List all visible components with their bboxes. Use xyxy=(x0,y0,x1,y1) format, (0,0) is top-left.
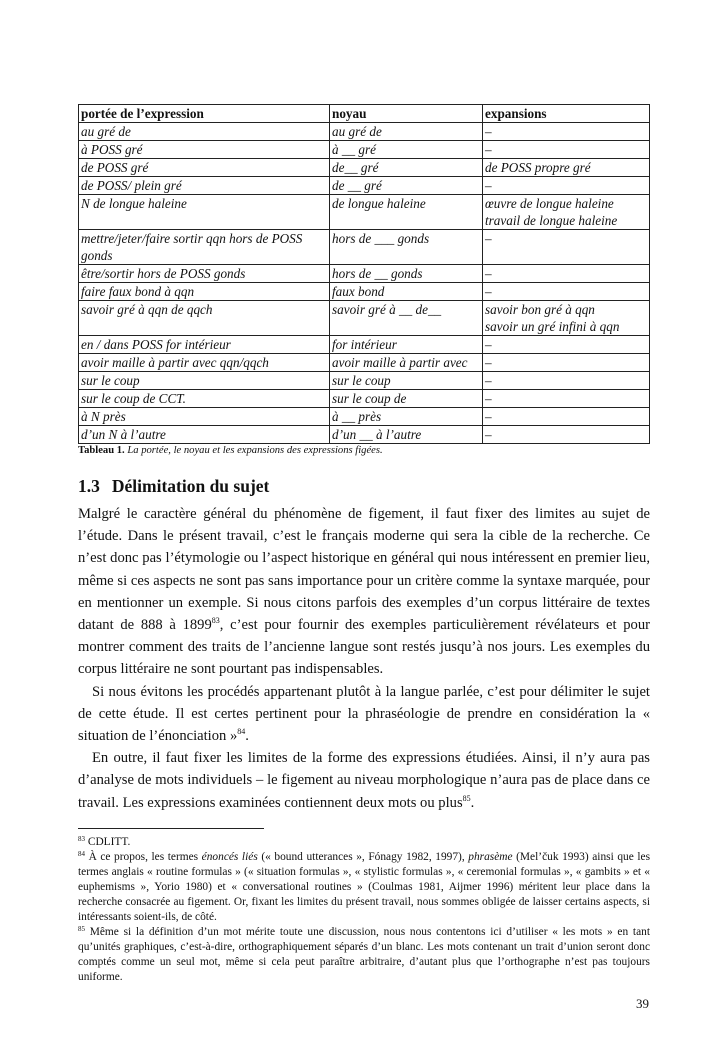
paragraph xyxy=(78,747,650,814)
footnote-term: énoncés liés xyxy=(201,850,258,863)
table-header-row xyxy=(79,105,650,123)
paragraph xyxy=(78,681,650,748)
table-cell: hors de ___ gonds xyxy=(330,230,483,265)
column-header: noyau xyxy=(330,105,483,123)
table-cell: à __ gré xyxy=(330,141,483,159)
paragraph-text: , c’est pour fournir des exemples particulièrement révélateurs et pour montrer comment des traits de l’ancienne langue sont restés jusqu’à nos jours. Les exemples du corpus littéraire ne sont pourtant pas indispensables. xyxy=(78,617,650,678)
table-body xyxy=(79,123,650,444)
table-cell: – xyxy=(483,265,650,283)
body-text xyxy=(78,503,650,814)
table-cell: d’un N à l’autre xyxy=(79,426,330,444)
table-cell: sur le coup xyxy=(79,372,330,390)
table-cell: sur le coup xyxy=(330,372,483,390)
footnote-ref[interactable]: 83 xyxy=(211,616,220,626)
footnotes xyxy=(78,835,650,985)
table-row xyxy=(79,426,650,444)
section-heading xyxy=(78,476,650,497)
table-row xyxy=(79,177,650,195)
section-title: Délimitation du sujet xyxy=(111,476,270,496)
caption-label: Tableau 1. xyxy=(78,445,125,456)
table-cell: de__ gré xyxy=(330,159,483,177)
paragraph xyxy=(78,503,650,681)
paragraph-text: Malgré le caractère général du phénomène de figement, il faut fixer des limites au sujet de l’étude. Dans le présent travail, c’est le français moderne qui sera la cible de la recherche. Ce n’est donc pas l’étymologie ou l’aspect historique en général qui nous intéressent en premier lieu, même si ces aspects ne sont pas sans importance pour un critère comme la syntaxe marquée, pour en mentionner un exemple. Si nous citons parfois des exemples d’un corpus littéraire de textes datant de 888 à 1899 xyxy=(78,506,650,634)
table-cell: être/sortir hors de POSS gonds xyxy=(79,265,330,283)
table-cell: – xyxy=(483,283,650,301)
table-cell: de longue haleine xyxy=(330,195,483,230)
paragraph-text: . xyxy=(470,794,475,811)
table-cell: de POSS propre gré xyxy=(483,159,650,177)
footnote-84 xyxy=(78,850,650,925)
table-cell: à N près xyxy=(79,408,330,426)
section-number: 1.3 xyxy=(78,476,100,496)
table-cell: en / dans POSS for intérieur xyxy=(79,336,330,354)
table-cell: d’un __ à l’autre xyxy=(330,426,483,444)
table-cell: de POSS/ plein gré xyxy=(79,177,330,195)
footnote-text: (Mel’čuk 1993) ainsi que les termes anglais « routine formulas » (« situation formulas », « stylistic formulas », « ceremonial formulas », « gambits » et « euphemisms », Yorio 1980) et « conversational routines » (Coulmas 1981, Aijmer 1996) méritent leur place dans la recherche consacrée au figement. Or, fixant les limites du présent travail, nous sommes obligée de laisser certains aspects, si intéressants soient-ils, de côté. xyxy=(78,850,651,923)
table-cell: – xyxy=(483,123,650,141)
table-cell: œuvre de longue haleine travail de longue haleine xyxy=(483,195,650,230)
table-cell: savoir bon gré à qqn savoir un gré infini à qqn xyxy=(483,301,650,336)
table-cell: – xyxy=(483,354,650,372)
table-row xyxy=(79,301,650,336)
table-row xyxy=(79,372,650,390)
table-caption xyxy=(78,445,650,456)
table-cell: avoir maille à partir avec xyxy=(330,354,483,372)
table-row xyxy=(79,123,650,141)
table-row xyxy=(79,408,650,426)
table-cell: avoir maille à partir avec qqn/qqch xyxy=(79,354,330,372)
footnote-text: (« bound utterances », Fónagy 1982, 1997), xyxy=(257,850,469,863)
table-row xyxy=(79,390,650,408)
paragraph-text: . xyxy=(245,728,249,745)
table-cell: – xyxy=(483,408,650,426)
footnote-ref[interactable]: 85 xyxy=(462,793,471,803)
table-cell: au gré de xyxy=(79,123,330,141)
table-cell: mettre/jeter/faire sortir qqn hors de POSS gonds xyxy=(79,230,330,265)
footnote-number: 84 xyxy=(78,849,85,858)
footnote-term: phrasème xyxy=(468,850,513,863)
table-cell: – xyxy=(483,426,650,444)
table-cell: – xyxy=(483,177,650,195)
table-cell: sur le coup de xyxy=(330,390,483,408)
footnote-ref[interactable]: 84 xyxy=(237,727,246,737)
caption-text: La portée, le noyau et les expansions des expressions figées. xyxy=(124,445,383,456)
paragraph-text: Si nous évitons les procédés appartenant plutôt à la langue parlée, c’est pour délimiter le sujet de cette étude. Il est certes pertinent pour la phraséologie de prendre en considération la « situation de l’énonciation » xyxy=(78,683,650,745)
table-cell: N de longue haleine xyxy=(79,195,330,230)
table-cell: à __ près xyxy=(330,408,483,426)
table-cell: for intérieur xyxy=(330,336,483,354)
page-content xyxy=(78,104,650,985)
table-cell: à POSS gré xyxy=(79,141,330,159)
table-row xyxy=(79,195,650,230)
table-cell: savoir gré à __ de__ xyxy=(330,301,483,336)
column-header: portée de l’expression xyxy=(79,105,330,123)
table-cell: – xyxy=(483,390,650,408)
footnote-text: CDLITT. xyxy=(85,835,131,848)
table-row xyxy=(79,265,650,283)
table-row xyxy=(79,283,650,301)
footnote-text: À ce propos, les termes xyxy=(85,850,202,863)
footnote-number: 83 xyxy=(78,834,85,843)
table-cell: – xyxy=(483,141,650,159)
table-row xyxy=(79,354,650,372)
expressions-table xyxy=(78,104,650,444)
footnote-text: Même si la définition d’un mot mérite toute une discussion, nous nous contentons ici d’utiliser « les mots » en tant qu’unités graphiques, c’est-à-dire, orthographiquement séparés d’un blanc. Les mots contenant un trait d’union seront donc comptés comme un seul mot, même si cela peut paraître arbitraire, d’autant plus que l’orthographe n’est pas toujours uniforme. xyxy=(78,925,650,983)
footnote-85 xyxy=(78,925,650,985)
footnote-number: 85 xyxy=(78,924,85,933)
footnote-83 xyxy=(78,835,650,850)
table-row xyxy=(79,230,650,265)
footnote-divider xyxy=(78,828,264,829)
table-row xyxy=(79,141,650,159)
table-cell: de POSS gré xyxy=(79,159,330,177)
table-cell: faire faux bond à qqn xyxy=(79,283,330,301)
table-cell: sur le coup de CCT. xyxy=(79,390,330,408)
table-cell: de __ gré xyxy=(330,177,483,195)
table-cell: au gré de xyxy=(330,123,483,141)
table-cell: hors de __ gonds xyxy=(330,265,483,283)
column-header: expansions xyxy=(483,105,650,123)
table-cell: – xyxy=(483,372,650,390)
page-number: 39 xyxy=(636,996,649,1011)
table-cell: faux bond xyxy=(330,283,483,301)
table-row xyxy=(79,336,650,354)
paragraph-text: En outre, il faut fixer les limites de la forme des expressions étudiées. Ainsi, il n’y aura pas d’analyse de mots individuels – le figement au niveau morphologique n’aura pas de place dans ce travail. Les expressions examinées contiennent deux mots ou plus xyxy=(78,750,650,811)
table-row xyxy=(79,159,650,177)
table-cell: – xyxy=(483,336,650,354)
table-cell: – xyxy=(483,230,650,265)
table-cell: savoir gré à qqn de qqch xyxy=(79,301,330,336)
